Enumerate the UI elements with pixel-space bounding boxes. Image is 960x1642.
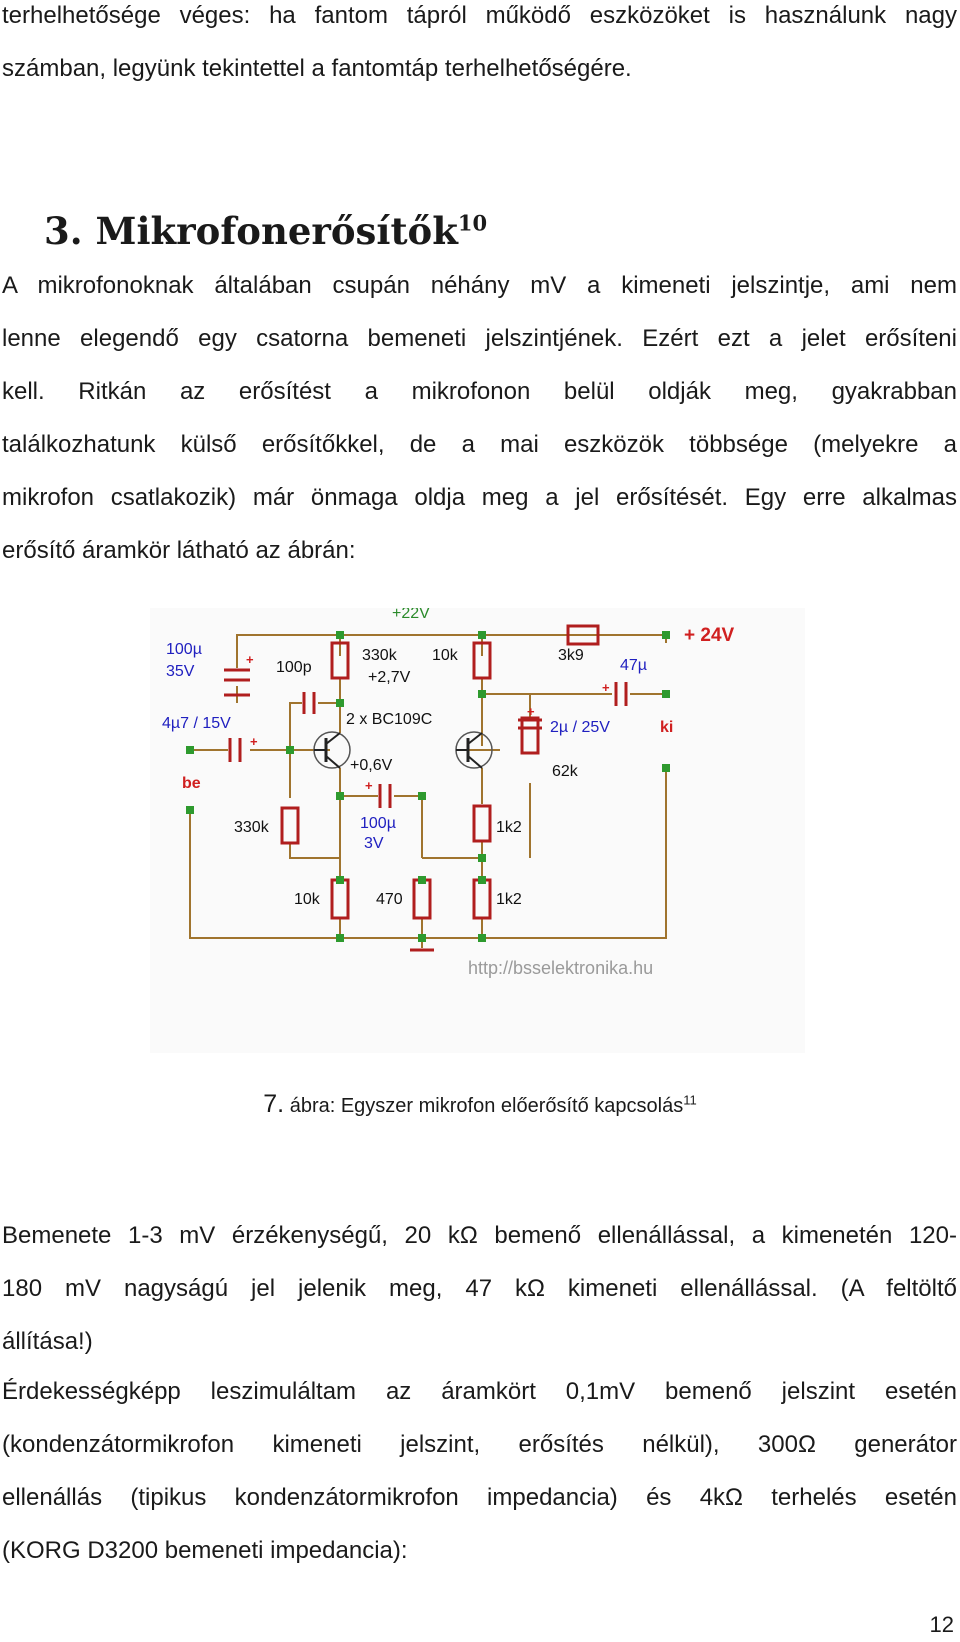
label-r-330k-bottom: 330k bbox=[234, 819, 269, 836]
paragraph-line: találkozhatunk külső erősítőkkel, de a mai eszközök többsége (melyekre a bbox=[2, 431, 957, 458]
paragraph-line: ellenállás (tipikus kondenzátormikrofon impedancia) és 4kΩ terhelés esetén bbox=[2, 1484, 957, 1511]
label-c-100p: 100p bbox=[276, 659, 312, 676]
label-out: ki bbox=[660, 719, 674, 736]
label-transistors: 2 x BC109C bbox=[346, 711, 433, 728]
caption-footnote: 11 bbox=[683, 1092, 697, 1108]
label-r-3k9: 3k9 bbox=[558, 647, 584, 664]
label-c-2u: 2µ / 25V bbox=[550, 719, 610, 736]
paragraph-line: Érdekességképp leszimuláltam az áramkört 0,1mV bemenő jelszint esetén bbox=[2, 1378, 957, 1405]
label-r-10k-top: 10k bbox=[432, 647, 458, 664]
label-v-base: +2,7V bbox=[368, 669, 411, 686]
paragraph-3 bbox=[2, 1365, 957, 1577]
wires bbox=[190, 635, 666, 948]
svg-text:+: + bbox=[246, 652, 254, 667]
components bbox=[282, 626, 598, 950]
transistor-left bbox=[314, 732, 350, 768]
intro-line: terhelhetősége véges: ha fantom tápról működő eszközöket is használunk nagy bbox=[2, 2, 957, 29]
paragraph-line: Bemenete 1-3 mV érzékenységű, 20 kΩ bemenő ellenállással, a kimenetén 120- bbox=[2, 1222, 957, 1249]
intro-line: számban, legyünk tekintettel a fantomtáp terhelhetőségére. bbox=[2, 55, 632, 82]
resistor-330k-bottom bbox=[282, 808, 298, 843]
label-c-100u-3v-voltage: 3V bbox=[364, 835, 384, 852]
paragraph-line: mikrofon csatlakozik) már önmaga oldja meg a jel erősítését. Egy erre alkalmas bbox=[2, 484, 957, 511]
paragraph-2 bbox=[2, 1209, 957, 1368]
circuit-figure bbox=[150, 608, 805, 1053]
label-c1-value: 100µ bbox=[166, 641, 202, 658]
svg-text:+: + bbox=[250, 734, 258, 749]
resistor-1k2-mid bbox=[474, 806, 490, 841]
label-c-in: 4µ7 / 15V bbox=[162, 715, 231, 732]
capacitors bbox=[224, 670, 626, 808]
section-heading bbox=[44, 196, 487, 266]
caption-number: 7. bbox=[263, 1090, 285, 1118]
svg-text:+: + bbox=[365, 778, 373, 793]
paragraph-1 bbox=[2, 259, 957, 577]
page-number: 12 bbox=[929, 1612, 954, 1637]
intro-paragraph bbox=[2, 0, 957, 95]
svg-text:+: + bbox=[602, 680, 610, 695]
section-number: 3. bbox=[44, 209, 83, 253]
paragraph-line: erősítő áramkör látható az ábrán: bbox=[2, 537, 356, 564]
label-r-1k2-bottom: 1k2 bbox=[496, 891, 522, 908]
paragraph-line: kell. Ritkán az erősítést a mikrofonon belül oldják meg, gyakrabban bbox=[2, 378, 957, 405]
label-supply-rail: +22V bbox=[392, 608, 430, 622]
paragraph-line: A mikrofonoknak általában csupán néhány mV a kimeneti jelszintje, ami nem bbox=[2, 272, 957, 299]
section-footnote: 10 bbox=[457, 210, 488, 236]
resistor-62k bbox=[522, 718, 538, 753]
figure-watermark: http://bsselektronika.hu bbox=[468, 958, 654, 978]
label-supply-in: + 24V bbox=[684, 625, 735, 646]
paragraph-line: állítása!) bbox=[2, 1328, 93, 1355]
paragraph-line: lenne elegendő egy csatorna bemeneti jelszintjének. Ezért ezt a jelet erősíteni bbox=[2, 325, 957, 352]
label-r-330k-top: 330k bbox=[362, 647, 397, 664]
svg-text:+: + bbox=[527, 704, 535, 719]
label-r-62k: 62k bbox=[552, 763, 578, 780]
caption-text: ábra: Egyszer mikrofon előerősítő kapcsolás bbox=[289, 1095, 684, 1117]
transistors bbox=[314, 732, 492, 768]
label-c-100u-3v-value: 100µ bbox=[360, 815, 396, 832]
resistor-470 bbox=[414, 880, 430, 918]
paragraph-line: (KORG D3200 bemeneti impedancia): bbox=[2, 1537, 408, 1564]
label-v-emitter: +0,6V bbox=[350, 757, 393, 774]
label-r-10k-bottom: 10k bbox=[294, 891, 320, 908]
label-c1-voltage: 35V bbox=[166, 663, 195, 680]
label-in: be bbox=[182, 775, 201, 792]
paragraph-line: 180 mV nagyságú jel jelenik meg, 47 kΩ kimeneti ellenállással. (A feltöltő bbox=[2, 1275, 957, 1302]
label-r-1k2-mid: 1k2 bbox=[496, 819, 522, 836]
circuit-diagram bbox=[150, 608, 805, 1053]
label-c-47u: 47µ bbox=[620, 657, 648, 674]
figure-caption bbox=[0, 1090, 960, 1119]
junction-nodes bbox=[186, 631, 670, 942]
resistor-1k2-bottom bbox=[474, 880, 490, 918]
paragraph-line: (kondenzátormikrofon kimeneti jelszint, erősítés nélkül), 300Ω generátor bbox=[2, 1431, 957, 1458]
section-title: Mikrofonerősítők bbox=[95, 209, 458, 253]
resistor-10k-bottom bbox=[332, 880, 348, 918]
label-r-470: 470 bbox=[376, 891, 403, 908]
